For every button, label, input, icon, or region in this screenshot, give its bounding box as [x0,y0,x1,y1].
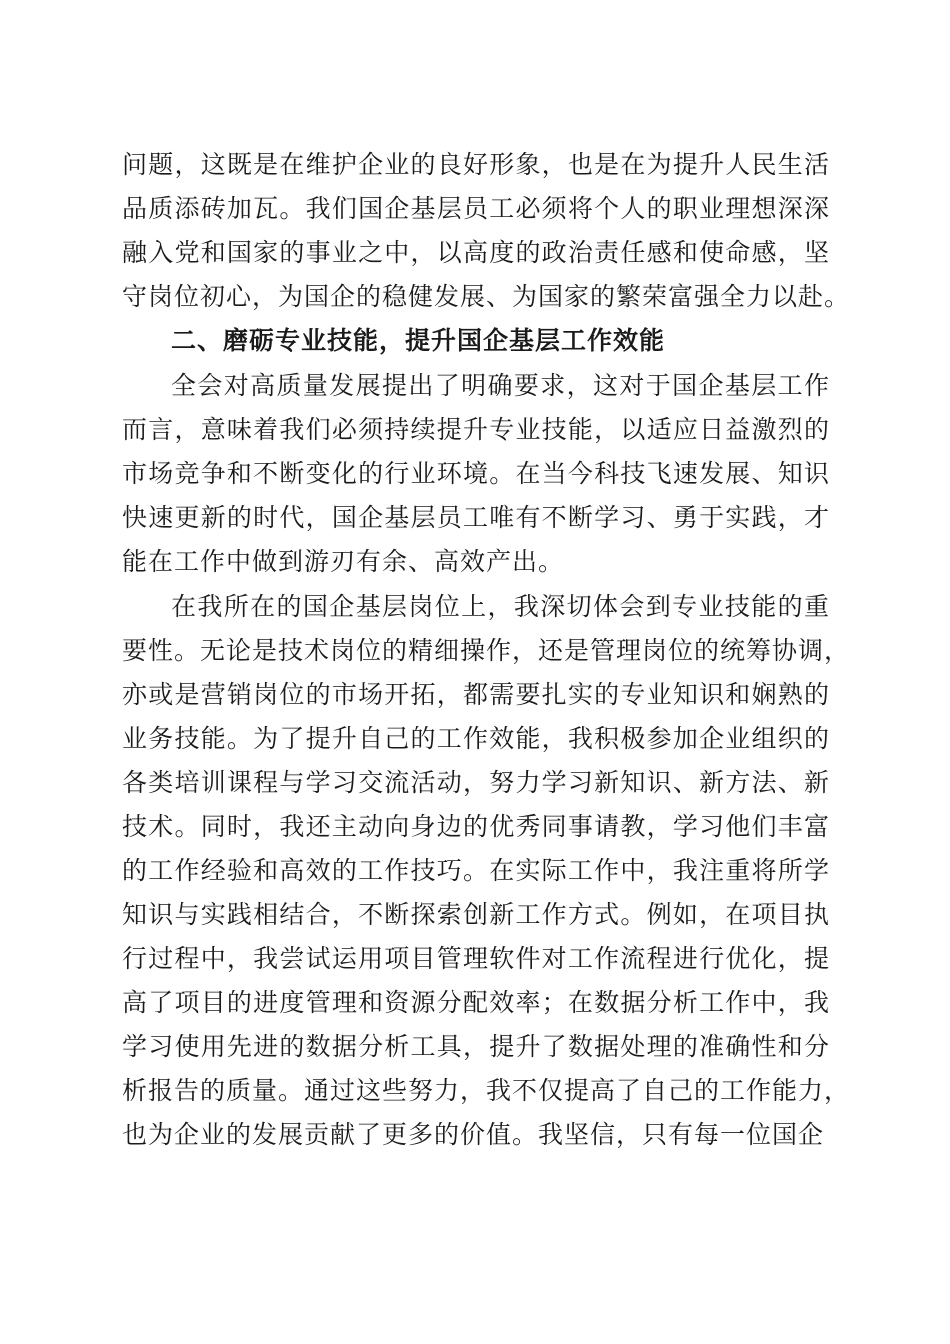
text-line: 各类培训课程与学习交流活动，努力学习新知识、新方法、新 [122,768,830,797]
text-line: 守岗位初心，为国企的稳健发展、为国家的繁荣富强全力以赴。 [122,282,851,311]
text-line: 技术。同时，我还主动向身边的优秀同事请教，学习他们丰富 [122,812,830,841]
text-line: 析报告的质量。通过这些努力，我不仅提高了自己的工作能力， [122,1076,851,1105]
text-line: 全会对高质量发展提出了明确要求，这对于国企基层工作 [171,371,830,400]
section-heading: 二、磨砺专业技能，提升国企基层工作效能 [171,326,666,355]
text-line: 品质添砖加瓦。我们国企基层员工必须将个人的职业理想深深 [122,194,830,223]
text-line: 问题，这既是在维护企业的良好形象，也是在为提升人民生活 [122,150,830,179]
text-line: 市场竞争和不断变化的行业环境。在当今科技飞速发展、知识 [122,459,830,488]
text-line: 能在工作中做到游刃有余、高效产出。 [122,547,565,576]
text-line: 学习使用先进的数据分析工具，提升了数据处理的准确性和分 [122,1032,830,1061]
text-line: 要性。无论是技术岗位的精细操作，还是管理岗位的统筹协调， [122,636,851,665]
text-line: 的工作经验和高效的工作技巧。在实际工作中，我注重将所学 [122,856,830,885]
text-line: 业务技能。为了提升自己的工作效能，我积极参加企业组织的 [122,724,830,753]
text-line: 在我所在的国企基层岗位上，我深切体会到专业技能的重 [171,592,830,621]
text-line: 高了项目的进度管理和资源分配效率；在数据分析工作中，我 [122,988,830,1017]
text-line: 行过程中，我尝试运用项目管理软件对工作流程进行优化，提 [122,944,830,973]
text-line: 快速更新的时代，国企基层员工唯有不断学习、勇于实践，才 [122,503,830,532]
text-line: 而言，意味着我们必须持续提升专业技能，以适应日益激烈的 [122,415,830,444]
text-line: 也为企业的发展贡献了更多的价值。我坚信，只有每一位国企 [122,1120,825,1149]
text-line: 知识与实践相结合，不断探索创新工作方式。例如，在项目执 [122,900,830,929]
text-line: 亦或是营销岗位的市场开拓，都需要扎实的专业知识和娴熟的 [122,680,830,709]
text-line: 融入党和国家的事业之中，以高度的政治责任感和使命感，坚 [122,238,830,267]
